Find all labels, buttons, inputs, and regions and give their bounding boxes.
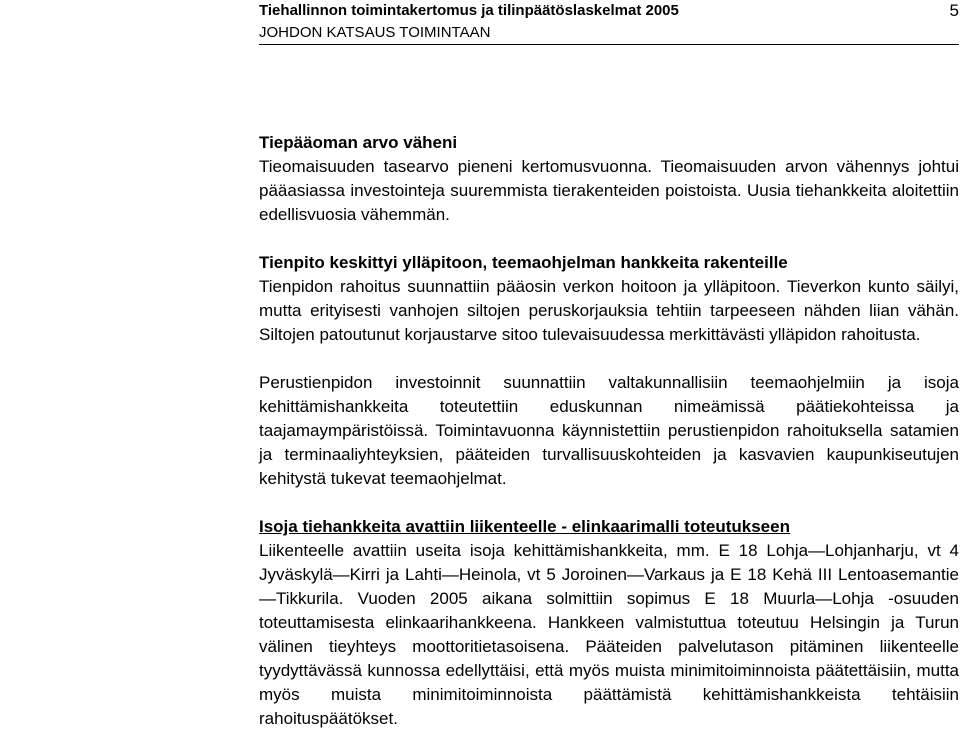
section-tienpito (259, 251, 959, 347)
section-tiepaaoma (259, 131, 959, 227)
section-paragraph: Tienpidon rahoitus suunnattiin pääosin verkon hoitoon ja ylläpitoon. Tieverkon kunto säilyi, mutta erityisesti vanhojen siltojen peruskorjauksia tehtiin tarpeeseen nähden liian vähän. Siltojen patoutunut korjaustarve sitoo tulevaisuudessa merkittävästi ylläpidon rahoitusta. (259, 277, 959, 344)
section-heading: Isoja tiehankkeita avattiin liikenteelle - elinkaarimalli toteutukseen (259, 517, 790, 536)
section-perustienpito (259, 371, 959, 491)
page-number: 5 (949, 1, 959, 20)
running-header (259, 0, 959, 44)
section-heading: Tienpito keskittyi ylläpitoon, teemaohjelman hankkeita rakenteille (259, 253, 788, 272)
report-title: Tiehallinnon toimintakertomus ja tilinpäätöslaskelmat 2005 (259, 2, 679, 19)
section-paragraph: Liikenteelle avattiin useita isoja kehittämishankkeita, mm. E 18 Lohja—Lohjanharju, vt 4 Jyväskylä—Kirri ja Lahti—Heinola, vt 5 Joroinen—Varkaus ja E 18 Kehä III Lentoasemantie—Tikkurila. Vuoden 2005 aikana solmittiin sopimus E 18 Muurla—Lohja -osuuden toteuttamisesta elinkaarihankkeena. Hankkeen valmistuttua toteutuu Helsingin ja Turun välinen tieyhteys moottoritietasoisena. Pääteiden palvelutason pitäminen liikenteelle tyydyttävässä kunnossa edellyttäisi, että myös muista minimitoiminnoista päätettäisiin, mutta myös muista minimitoiminnoista päättämistä kehittämishankkeista tehtäisiin rahoituspäätökset. (259, 541, 959, 728)
section-tiehankkeet (259, 515, 959, 731)
report-subtitle: JOHDON KATSAUS TOIMINTAAN (259, 24, 491, 41)
section-heading: Tiepääoman arvo väheni (259, 133, 458, 152)
document-body (259, 131, 959, 755)
header-divider (259, 44, 959, 45)
section-paragraph: Tieomaisuuden tasearvo pieneni kertomusvuonna. Tieomaisuuden arvon vähennys johtui pääasiassa investointeja suuremmista tierakenteiden poistoista. Uusia tiehankkeita aloitettiin edellisvuosia vähemmän. (259, 157, 959, 224)
section-paragraph: Perustienpidon investoinnit suunnattiin valtakunnallisiin teemaohjelmiin ja isoja kehittämishankkeita toteutettiin eduskunnan nimeämissä päätiekohteissa ja taajamaympäristöissä. Toimintavuonna käynnistettiin perustienpidon rahoituksella satamien ja terminaaliyhteyksien, pääteiden turvallisuuskohteiden ja kasvavien kaupunkiseutujen kehitystä tukevat teemaohjelmat. (259, 373, 959, 488)
